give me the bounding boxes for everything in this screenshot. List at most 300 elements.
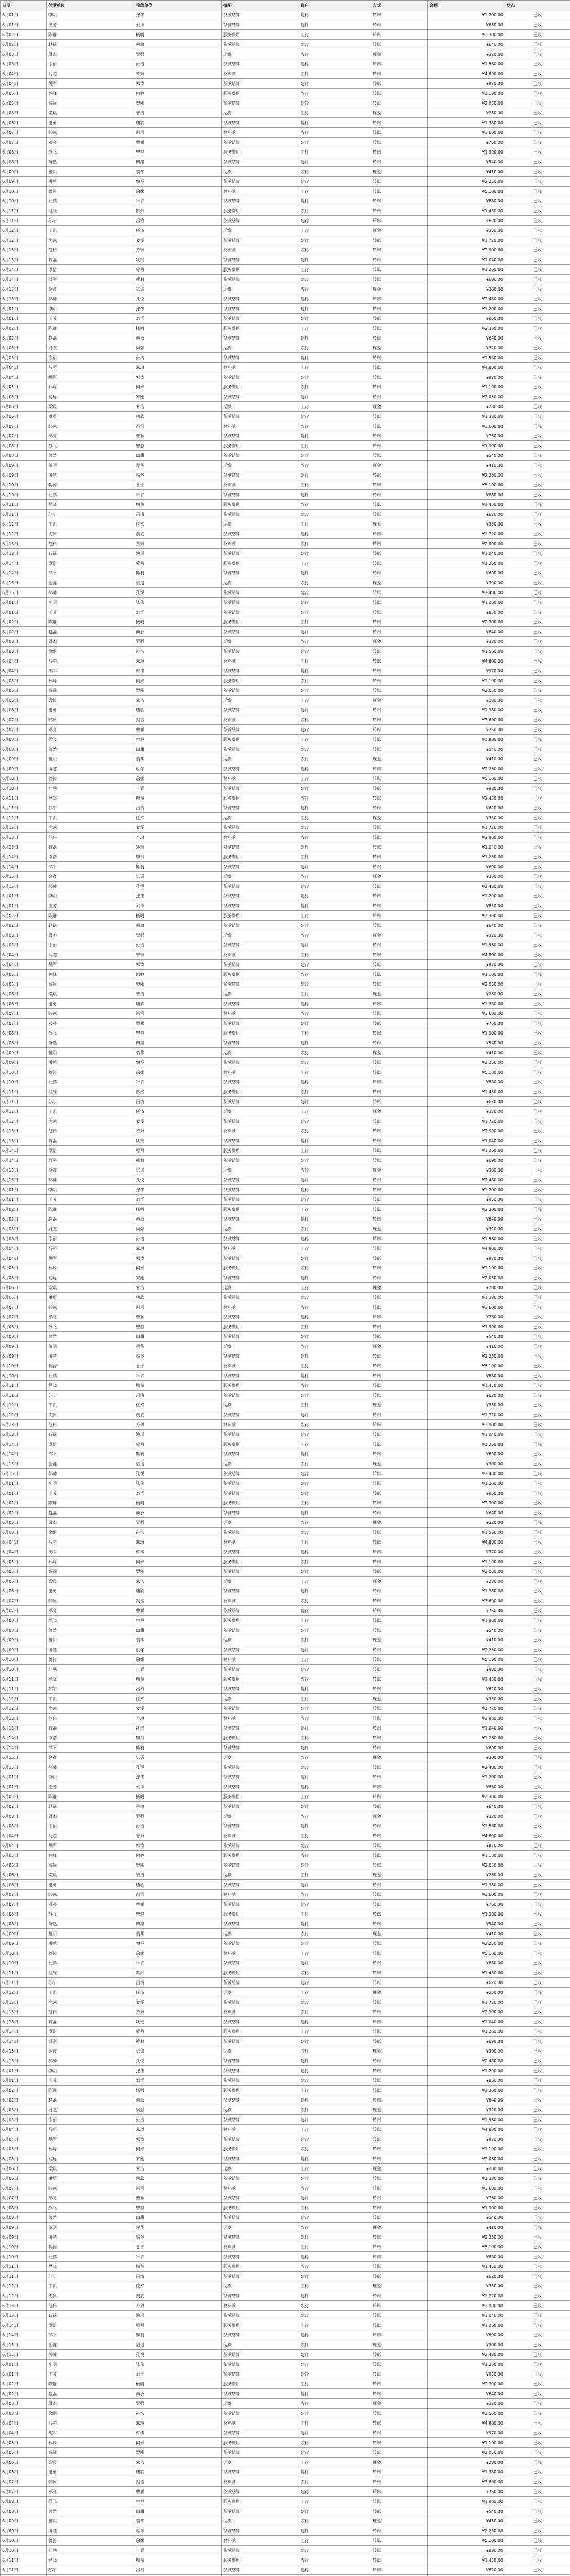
table-cell: 已收 bbox=[505, 1792, 570, 1802]
table-cell: 已收 bbox=[505, 451, 570, 461]
table-cell: 建行 bbox=[299, 1312, 371, 1322]
table-cell: 建行 bbox=[299, 1645, 371, 1655]
table-cell: 建行 bbox=[299, 1038, 371, 1048]
table-cell: 石磊 bbox=[47, 2017, 134, 2027]
table-cell: 服务费用 bbox=[222, 2144, 299, 2154]
table-cell: 已收 bbox=[505, 1723, 570, 1733]
table-row bbox=[1, 1479, 570, 1488]
table-cell: 服务费用 bbox=[222, 970, 299, 979]
table-cell: 6月15日 bbox=[1, 2056, 47, 2066]
table-cell: 建行 bbox=[299, 666, 371, 676]
table-row bbox=[1, 1136, 570, 1146]
table-cell: ¥1,450.00 bbox=[428, 206, 505, 216]
table-cell: 吴强 bbox=[134, 49, 222, 59]
table-cell: 转账 bbox=[371, 2369, 428, 2379]
table-cell: 6月03日 bbox=[1, 2115, 47, 2125]
table-row bbox=[1, 950, 570, 960]
table-cell: 材料款 bbox=[222, 1420, 299, 1430]
table-row bbox=[1, 2007, 570, 2017]
table-cell: 王芳 bbox=[47, 607, 134, 617]
table-cell: 已收 bbox=[505, 1048, 570, 1058]
table-cell: 已收 bbox=[505, 2242, 570, 2252]
table-cell: 杜鹏 bbox=[47, 1077, 134, 1087]
table-cell: 转账 bbox=[371, 431, 428, 441]
table-cell: 彭飞 bbox=[47, 1028, 134, 1038]
table-cell: 6月10日 bbox=[1, 2536, 47, 2546]
table-cell: ¥540.00 bbox=[428, 1332, 505, 1342]
table-cell: 农行 bbox=[299, 1459, 371, 1469]
table-cell: 转账 bbox=[371, 1880, 428, 1890]
table-cell: 农行 bbox=[299, 343, 371, 353]
table-cell: ¥320.00 bbox=[428, 1224, 505, 1234]
table-cell: ¥350.00 bbox=[428, 1988, 505, 1997]
table-cell: 谭浩 bbox=[47, 1733, 134, 1743]
column-header: 账户 bbox=[299, 1, 371, 10]
table-cell: 建行 bbox=[299, 1136, 371, 1146]
table-cell: 转账 bbox=[371, 2409, 428, 2418]
table-cell: 石磊 bbox=[47, 549, 134, 558]
table-cell: 货款结算 bbox=[222, 177, 299, 187]
table-row bbox=[1, 2546, 570, 2555]
table-cell: 运费 bbox=[222, 1224, 299, 1234]
table-cell: ¥760.00 bbox=[428, 2487, 505, 2497]
table-cell: ¥350.00 bbox=[428, 1107, 505, 1116]
table-cell: 建行 bbox=[299, 294, 371, 304]
table-cell: 农行 bbox=[299, 500, 371, 510]
table-cell: 杨帆 bbox=[134, 2086, 222, 2095]
table-cell: ¥1,260.00 bbox=[428, 1146, 505, 1156]
table-row bbox=[1, 1645, 570, 1655]
table-cell: 已收 bbox=[505, 1361, 570, 1371]
table-cell: 6月14日 bbox=[1, 852, 47, 862]
table-cell: ¥620.00 bbox=[428, 216, 505, 226]
table-cell: 6月09日 bbox=[1, 1351, 47, 1361]
table-cell: ¥1,900.00 bbox=[428, 1028, 505, 1038]
table-cell: 转账 bbox=[371, 558, 428, 568]
table-row bbox=[1, 138, 570, 147]
table-cell: ¥350.00 bbox=[428, 1694, 505, 1704]
table-cell: 6月12日 bbox=[1, 519, 47, 529]
table-cell: 6月06日 bbox=[1, 1880, 47, 1890]
table-cell: 已收 bbox=[505, 1714, 570, 1723]
table-cell: 工行 bbox=[299, 1400, 371, 1410]
table-cell: 已收 bbox=[505, 1156, 570, 1165]
table-cell: 6月09日 bbox=[1, 2526, 47, 2536]
table-cell: 陈静 bbox=[47, 911, 134, 921]
table-cell: ¥540.00 bbox=[428, 2506, 505, 2516]
table-cell: 6月09日 bbox=[1, 470, 47, 480]
table-cell: 谢勇 bbox=[47, 1880, 134, 1890]
table-cell: 6月06日 bbox=[1, 2458, 47, 2467]
table-cell: 转账 bbox=[371, 363, 428, 372]
table-cell: 服务费用 bbox=[222, 852, 299, 862]
table-cell: 农行 bbox=[299, 930, 371, 940]
table-cell: 材料款 bbox=[222, 2418, 299, 2428]
table-cell: 运费 bbox=[222, 2399, 299, 2409]
table-cell: 现金 bbox=[371, 108, 428, 118]
table-cell: 已收 bbox=[505, 353, 570, 363]
table-cell: 朱琳 bbox=[134, 950, 222, 960]
table-cell: 货款结算 bbox=[222, 705, 299, 715]
table-cell: 余娜 bbox=[134, 1948, 222, 1958]
table-cell: 杨帆 bbox=[134, 617, 222, 627]
table-cell: 转账 bbox=[371, 2565, 428, 2575]
table-cell: 余娜 bbox=[134, 1067, 222, 1077]
table-cell: 已收 bbox=[505, 2017, 570, 2027]
table-cell: 运费 bbox=[222, 343, 299, 353]
table-cell: 货款结算 bbox=[222, 1743, 299, 1753]
table-cell: 6月12日 bbox=[1, 529, 47, 539]
table-cell: ¥300.00 bbox=[428, 1165, 505, 1175]
table-row bbox=[1, 2115, 570, 2125]
table-row bbox=[1, 999, 570, 1009]
table-cell: 潘越 bbox=[47, 1058, 134, 1067]
table-cell: 6月12日 bbox=[1, 1988, 47, 1997]
table-cell: 林峰 bbox=[47, 1557, 134, 1567]
table-cell: 建行 bbox=[299, 304, 371, 314]
table-cell: 黄敏 bbox=[134, 1508, 222, 1518]
table-cell: 6月15日 bbox=[1, 1175, 47, 1185]
table-cell: 货款结算 bbox=[222, 79, 299, 89]
table-cell: 姜雯 bbox=[134, 1116, 222, 1126]
table-cell: ¥320.00 bbox=[428, 1518, 505, 1528]
table-cell: ¥1,720.00 bbox=[428, 235, 505, 245]
table-cell: ¥1,200.00 bbox=[428, 1185, 505, 1195]
table-cell: ¥1,040.00 bbox=[428, 2311, 505, 2320]
table-row bbox=[1, 294, 570, 304]
table-cell: 6月07日 bbox=[1, 421, 47, 431]
table-cell: 农行 bbox=[299, 1596, 371, 1606]
table-cell: 转账 bbox=[371, 1156, 428, 1165]
table-cell: 陆遥 bbox=[134, 1753, 222, 1762]
table-cell: 已收 bbox=[505, 803, 570, 813]
table-row bbox=[1, 1371, 570, 1381]
table-cell: 货款结算 bbox=[222, 1772, 299, 1782]
table-cell: 建行 bbox=[299, 784, 371, 793]
table-cell: 工行 bbox=[299, 2497, 371, 2506]
table-row bbox=[1, 1273, 570, 1283]
table-cell: 苏宁 bbox=[47, 1684, 134, 1694]
table-cell: 服务费用 bbox=[222, 89, 299, 98]
table-cell: ¥2,900.00 bbox=[428, 2301, 505, 2311]
table-cell: 已收 bbox=[505, 627, 570, 637]
table-cell: 6月12日 bbox=[1, 813, 47, 823]
table-cell: 已收 bbox=[505, 2330, 570, 2340]
table-cell: 6月10日 bbox=[1, 187, 47, 196]
table-row bbox=[1, 2467, 570, 2477]
table-cell: ¥2,050.00 bbox=[428, 979, 505, 989]
table-cell: 丁凯 bbox=[47, 1694, 134, 1704]
table-cell: 建行 bbox=[299, 2506, 371, 2516]
table-row bbox=[1, 1547, 570, 1557]
table-cell: 货款结算 bbox=[222, 1860, 299, 1870]
table-cell: 已收 bbox=[505, 676, 570, 686]
table-cell: 已收 bbox=[505, 79, 570, 89]
table-cell: 已收 bbox=[505, 1802, 570, 1811]
table-cell: 工行 bbox=[299, 1616, 371, 1625]
table-cell: 转账 bbox=[371, 1782, 428, 1792]
table-cell: 已收 bbox=[505, 138, 570, 147]
table-row bbox=[1, 578, 570, 588]
table-cell: ¥640.00 bbox=[428, 921, 505, 930]
table-cell: 转账 bbox=[371, 1253, 428, 1263]
table-cell: 王芳 bbox=[47, 2076, 134, 2086]
table-cell: 陈静 bbox=[47, 30, 134, 40]
table-cell: ¥4,800.00 bbox=[428, 2418, 505, 2428]
table-cell: 现金 bbox=[371, 402, 428, 412]
table-cell: 6月08日 bbox=[1, 2497, 47, 2506]
table-cell: 转账 bbox=[371, 138, 428, 147]
table-cell: 农行 bbox=[299, 382, 371, 392]
table-cell: 转账 bbox=[371, 1772, 428, 1782]
table-cell: 苏宁 bbox=[47, 2272, 134, 2281]
table-cell: 建行 bbox=[299, 882, 371, 891]
table-cell: 程晓 bbox=[47, 1674, 134, 1684]
table-cell: 材料款 bbox=[222, 2242, 299, 2252]
table-cell: 6月09日 bbox=[1, 2223, 47, 2232]
table-cell: 已收 bbox=[505, 549, 570, 558]
table-cell: 已收 bbox=[505, 2487, 570, 2497]
table-cell: 已收 bbox=[505, 187, 570, 196]
table-cell: 转账 bbox=[371, 1909, 428, 1919]
table-cell: 转账 bbox=[371, 1733, 428, 1743]
table-cell: 黄敏 bbox=[134, 1802, 222, 1811]
table-cell: 货款结算 bbox=[222, 412, 299, 421]
table-row bbox=[1, 549, 570, 558]
table-cell: 转账 bbox=[371, 2272, 428, 2281]
table-cell: 已收 bbox=[505, 1420, 570, 1430]
table-row bbox=[1, 314, 570, 324]
table-cell: ¥1,720.00 bbox=[428, 1704, 505, 1714]
table-row bbox=[1, 1939, 570, 1948]
table-cell: 任杰 bbox=[134, 1694, 222, 1704]
table-cell: 现金 bbox=[371, 1518, 428, 1528]
table-cell: ¥2,900.00 bbox=[428, 539, 505, 549]
table-row bbox=[1, 647, 570, 656]
table-cell: ¥1,100.00 bbox=[428, 2438, 505, 2448]
table-row bbox=[1, 705, 570, 715]
table-cell: 韩冰 bbox=[47, 1596, 134, 1606]
table-cell: 建行 bbox=[299, 333, 371, 343]
table-cell: 工行 bbox=[299, 1205, 371, 1214]
table-cell: 已收 bbox=[505, 2516, 570, 2526]
table-cell: 6月14日 bbox=[1, 862, 47, 872]
table-cell: 6月02日 bbox=[1, 40, 47, 49]
table-cell: 6月04日 bbox=[1, 2125, 47, 2134]
table-cell: 蒋涛 bbox=[47, 480, 134, 490]
table-cell: ¥1,720.00 bbox=[428, 529, 505, 539]
table-cell: 货款结算 bbox=[222, 1900, 299, 1909]
table-cell: 谢勇 bbox=[47, 2467, 134, 2477]
table-cell: 郭涛 bbox=[134, 666, 222, 676]
table-cell: 潘越 bbox=[47, 2526, 134, 2536]
table-cell: ¥540.00 bbox=[428, 1038, 505, 1048]
table-cell: 廖丹 bbox=[134, 265, 222, 275]
table-cell: 已收 bbox=[505, 921, 570, 930]
table-cell: 韩冰 bbox=[47, 715, 134, 725]
table-cell: 6月04日 bbox=[1, 960, 47, 970]
table-cell: 货款结算 bbox=[222, 1606, 299, 1616]
table-cell: ¥320.00 bbox=[428, 637, 505, 647]
table-cell: 已收 bbox=[505, 1439, 570, 1449]
table-cell: 余娜 bbox=[134, 2536, 222, 2546]
table-cell: 转账 bbox=[371, 1665, 428, 1674]
table-cell: 郝帅 bbox=[47, 294, 134, 304]
table-cell: 农行 bbox=[299, 2301, 371, 2311]
table-row bbox=[1, 1097, 570, 1107]
table-row bbox=[1, 1508, 570, 1518]
table-cell: ¥300.00 bbox=[428, 284, 505, 294]
table-row bbox=[1, 1126, 570, 1136]
table-cell: 转账 bbox=[371, 1019, 428, 1028]
table-cell: ¥620.00 bbox=[428, 1978, 505, 1988]
table-cell: 曹颖 bbox=[134, 1019, 222, 1028]
table-cell: 已收 bbox=[505, 617, 570, 627]
table-cell: 建行 bbox=[299, 1449, 371, 1459]
table-cell: 运费 bbox=[222, 637, 299, 647]
table-cell: 已收 bbox=[505, 372, 570, 382]
table-row bbox=[1, 2389, 570, 2399]
header-row bbox=[1, 1, 570, 10]
table-cell: 吕梅 bbox=[134, 2565, 222, 2575]
table-cell: 建行 bbox=[299, 431, 371, 441]
table-cell: 货款结算 bbox=[222, 1058, 299, 1067]
table-row bbox=[1, 529, 570, 539]
table-cell: 转账 bbox=[371, 245, 428, 255]
table-cell: 货款结算 bbox=[222, 1273, 299, 1283]
table-row bbox=[1, 1028, 570, 1038]
table-cell: ¥690.00 bbox=[428, 1449, 505, 1459]
table-cell: 6月04日 bbox=[1, 2134, 47, 2144]
table-cell: 已收 bbox=[505, 940, 570, 950]
table-cell: ¥2,300.00 bbox=[428, 1792, 505, 1802]
table-cell: 货款结算 bbox=[222, 901, 299, 911]
table-cell: ¥5,100.00 bbox=[428, 187, 505, 196]
table-cell: ¥2,050.00 bbox=[428, 686, 505, 696]
table-cell: 6月09日 bbox=[1, 1929, 47, 1939]
table-cell: 何婷 bbox=[134, 1557, 222, 1567]
table-cell: 孙浩 bbox=[134, 1528, 222, 1537]
table-cell: 建行 bbox=[299, 979, 371, 989]
table-cell: 罗刚 bbox=[134, 2448, 222, 2458]
table-cell: 货款结算 bbox=[222, 1645, 299, 1655]
table-cell: 曹颖 bbox=[134, 1900, 222, 1909]
table-cell: 6月03日 bbox=[1, 940, 47, 950]
table-cell: 6月03日 bbox=[1, 353, 47, 363]
table-cell: 材料款 bbox=[222, 1890, 299, 1900]
table-cell: ¥320.00 bbox=[428, 2105, 505, 2115]
table-cell: 6月02日 bbox=[1, 1498, 47, 1508]
table-cell: 货款结算 bbox=[222, 1684, 299, 1694]
table-cell: ¥2,250.00 bbox=[428, 2232, 505, 2242]
table-cell: 建行 bbox=[299, 744, 371, 754]
table-row bbox=[1, 2076, 570, 2086]
table-row bbox=[1, 284, 570, 294]
table-cell: 6月12日 bbox=[1, 1694, 47, 1704]
table-cell: 萧然 bbox=[47, 1625, 134, 1635]
table-cell: 已收 bbox=[505, 1753, 570, 1762]
table-row bbox=[1, 2555, 570, 2565]
table-cell: 转账 bbox=[371, 1851, 428, 1860]
table-cell: 转账 bbox=[371, 255, 428, 265]
table-cell: 金鑫 bbox=[47, 1165, 134, 1175]
table-cell: 已收 bbox=[505, 1136, 570, 1146]
table-cell: 建行 bbox=[299, 1782, 371, 1792]
table-cell: 已收 bbox=[505, 1586, 570, 1596]
table-cell: ¥3,600.00 bbox=[428, 1596, 505, 1606]
table-cell: ¥5,100.00 bbox=[428, 1361, 505, 1371]
table-cell: ¥2,900.00 bbox=[428, 245, 505, 255]
table-cell: 董明 bbox=[47, 2223, 134, 2232]
table-cell: 已收 bbox=[505, 1939, 570, 1948]
table-cell: ¥1,200.00 bbox=[428, 1772, 505, 1782]
table-cell: 萧然 bbox=[47, 744, 134, 754]
table-cell: 6月04日 bbox=[1, 1244, 47, 1253]
table-cell: ¥1,200.00 bbox=[428, 2066, 505, 2076]
table-cell: 建行 bbox=[299, 1019, 371, 1028]
table-cell: 6月07日 bbox=[1, 1302, 47, 1312]
table-cell: 建行 bbox=[299, 392, 371, 402]
table-cell: 农行 bbox=[299, 2046, 371, 2056]
table-cell: 6月07日 bbox=[1, 431, 47, 441]
table-cell: 建行 bbox=[299, 1704, 371, 1714]
table-cell: 货款结算 bbox=[222, 2350, 299, 2360]
table-cell: 材料款 bbox=[222, 480, 299, 490]
table-row bbox=[1, 1870, 570, 1880]
table-cell: 程晓 bbox=[47, 2262, 134, 2272]
table-cell: 梁晨 bbox=[47, 2164, 134, 2174]
table-cell: 6月07日 bbox=[1, 1900, 47, 1909]
table-row bbox=[1, 20, 570, 30]
table-cell: 6月15日 bbox=[1, 882, 47, 891]
table-cell: 邓亮 bbox=[47, 725, 134, 735]
table-cell: ¥970.00 bbox=[428, 1253, 505, 1263]
table-cell: 已收 bbox=[505, 1205, 570, 1214]
table-row bbox=[1, 1704, 570, 1714]
table-cell: 转账 bbox=[371, 1322, 428, 1332]
table-cell: 工行 bbox=[299, 1146, 371, 1156]
table-cell: 6月10日 bbox=[1, 196, 47, 206]
table-cell: 服务费用 bbox=[222, 735, 299, 744]
table-cell: 转账 bbox=[371, 1743, 428, 1753]
table-cell: 建行 bbox=[299, 79, 371, 89]
table-row bbox=[1, 1224, 570, 1234]
table-cell: 丁凯 bbox=[47, 226, 134, 235]
table-cell: 已收 bbox=[505, 960, 570, 970]
table-cell: 徐丽 bbox=[47, 1528, 134, 1537]
table-cell: 转账 bbox=[371, 441, 428, 451]
table-cell: 6月13日 bbox=[1, 1136, 47, 1146]
table-row bbox=[1, 470, 570, 480]
table-cell: 6月03日 bbox=[1, 2409, 47, 2418]
table-cell: 转账 bbox=[371, 235, 428, 245]
table-cell: 运费 bbox=[222, 578, 299, 588]
table-row bbox=[1, 2134, 570, 2144]
table-cell: 已收 bbox=[505, 1312, 570, 1322]
table-cell: 6月11日 bbox=[1, 1087, 47, 1097]
table-cell: 已收 bbox=[505, 314, 570, 324]
table-cell: 6月12日 bbox=[1, 1704, 47, 1714]
table-cell: 工行 bbox=[299, 1107, 371, 1116]
table-cell: 已收 bbox=[505, 1293, 570, 1302]
table-row bbox=[1, 1048, 570, 1058]
table-cell: 转账 bbox=[371, 1302, 428, 1312]
table-cell: 孙浩 bbox=[134, 2409, 222, 2418]
table-cell: 高远 bbox=[47, 98, 134, 108]
table-cell: 运费 bbox=[222, 402, 299, 412]
table-cell: 苏宁 bbox=[47, 510, 134, 519]
table-cell: 马超 bbox=[47, 69, 134, 79]
